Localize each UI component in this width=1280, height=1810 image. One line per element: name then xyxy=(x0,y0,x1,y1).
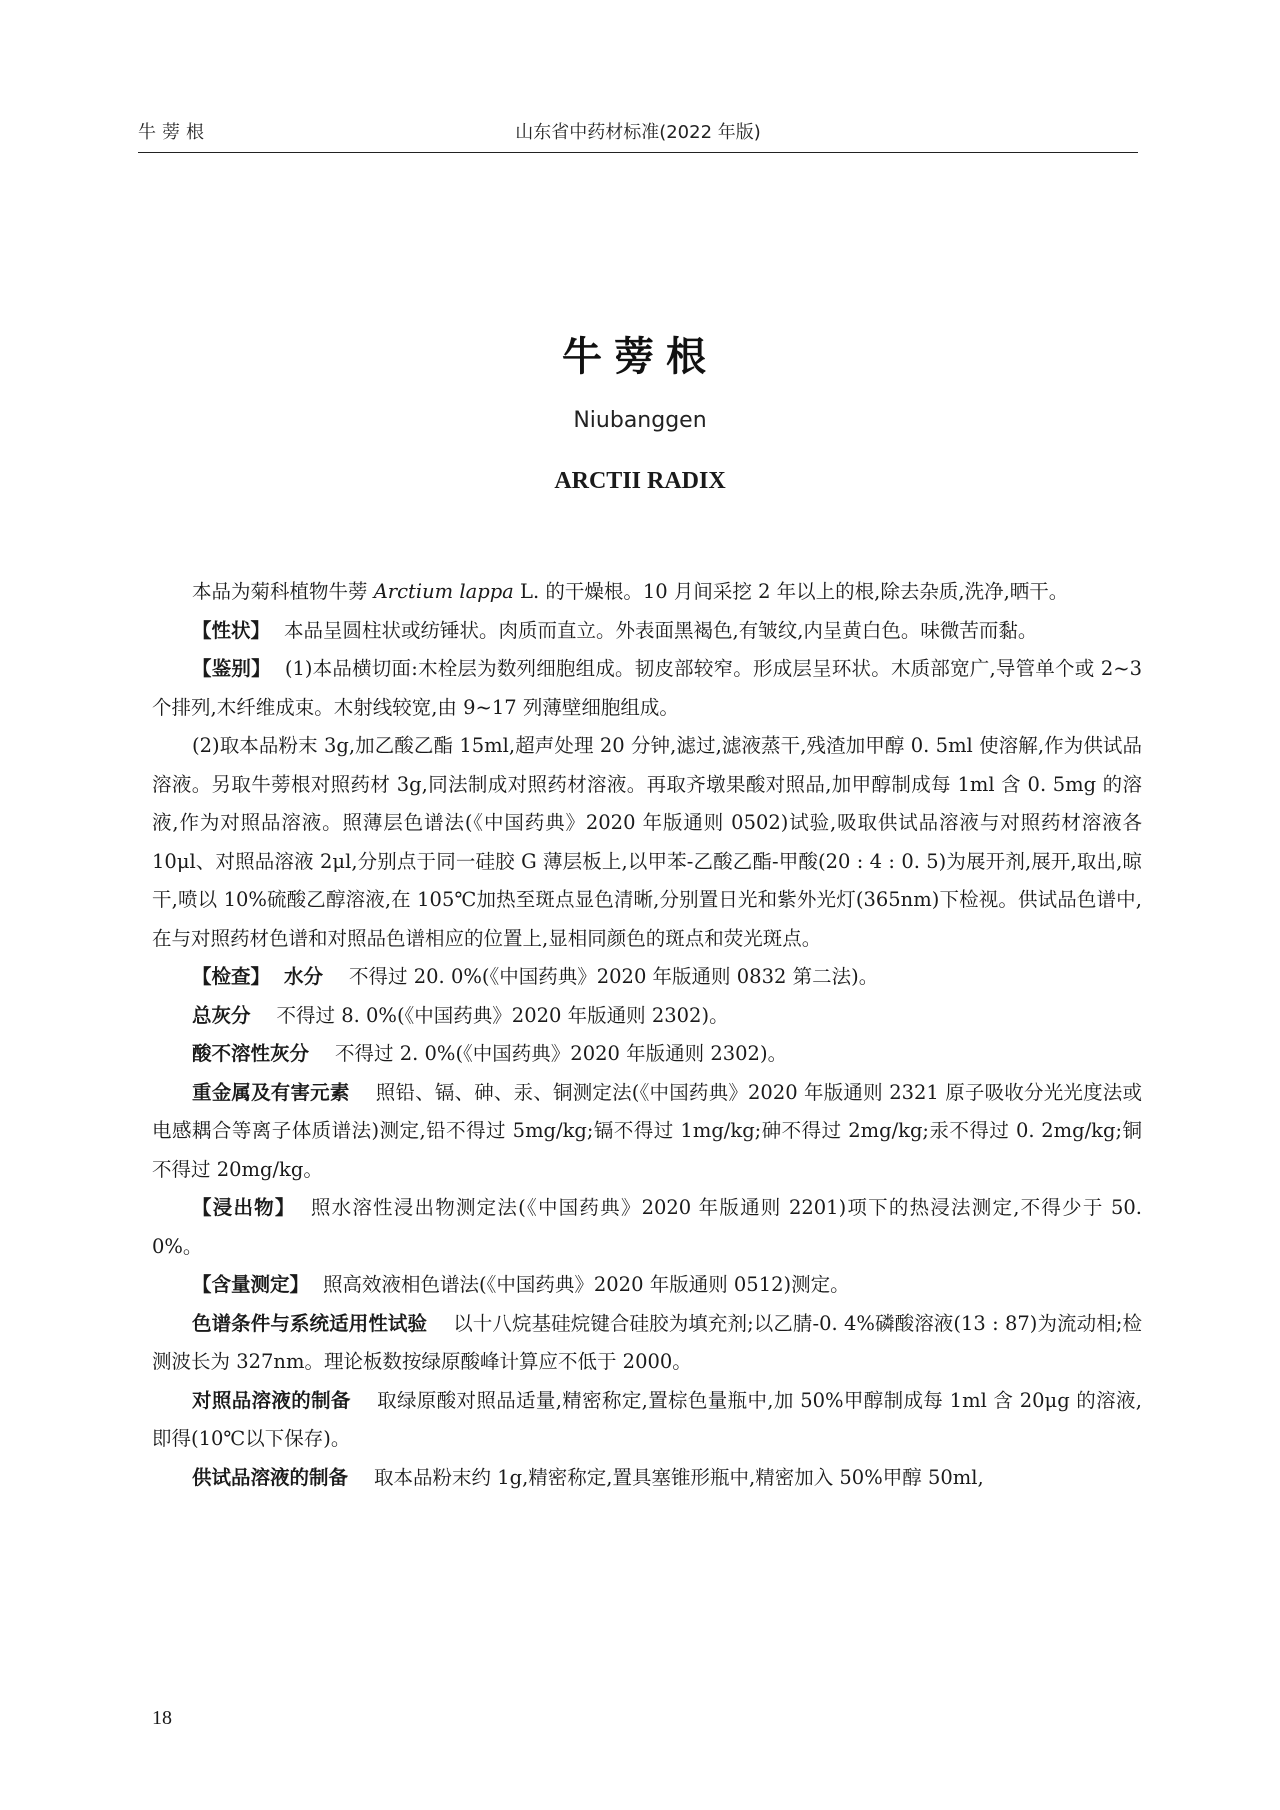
subheading: 对照品溶液的制备 xyxy=(192,1388,351,1412)
pinyin-name: Niubanggen xyxy=(573,408,707,433)
check-metal-paragraph: 重金属及有害元素 照铅、镉、砷、汞、铜测定法(《中国药典》2020 年版通则 2321 原子吸收分光光度法或电感耦合等离子体质谱法)测定,铅不得过 5mg/kg;镉不得过 1mg/kg;砷不得过 2mg/kg;汞不得过 0. 2mg/kg;铜不得过 20mg/kg。 xyxy=(152,1080,1142,1181)
check-water-paragraph: 【检查】 水分 不得过 20. 0%(《中国药典》2020 年版通则 0832 第二法)。 xyxy=(192,965,879,988)
chromatography-paragraph: 色谱条件与系统适用性试验 以十八烷基硅烷键合硅胶为填充剂;以乙腈-0. 4%磷酸溶液(13 : 87)为流动相;检测波长为 327nm。理论板数按绿原酸峰计算应不低于 2000。 xyxy=(152,1311,1142,1373)
assay-paragraph: 【含量测定】 照高效液相色谱法(《中国药典》2020 年版通则 0512)测定。 xyxy=(192,1273,850,1296)
section-heading: 【含量测定】 xyxy=(192,1273,310,1296)
extract-paragraph: 【浸出物】 照水溶性浸出物测定法(《中国药典》2020 年版通则 2201)项下的热浸法测定,不得少于 50. 0%。 xyxy=(152,1196,1142,1258)
species-name: Arctium lappa xyxy=(373,580,514,603)
intro-paragraph: 本品为菊科植物牛蒡 Arctium lappa L. 的干燥根。10 月间采挖 2 年以上的根,除去杂质,洗净,晒干。 xyxy=(192,580,1069,603)
section-heading: 【浸出物】 xyxy=(192,1196,296,1219)
subheading: 供试品溶液的制备 xyxy=(192,1465,349,1489)
header-center: 山东省中药材标准(2022 年版) xyxy=(515,122,761,143)
page-number: 18 xyxy=(152,1707,172,1729)
identification-paragraph-2: (2)取本品粉末 3g,加乙酸乙酯 15ml,超声处理 20 分钟,滤过,滤液蒸干,残渣加甲醇 0. 5ml 使溶解,作为供试品溶液。另取牛蒡根对照药材 3g,同法制成对照药材溶液。再取齐墩果酸对照品,加甲醇制成每 1ml 含 0. 5mg 的溶液,作为对照品溶液。照薄层色谱法(《中国药典》2020 年版通则 0502)试验,吸取供试品溶液与对照药材溶液各 10μl、对照品溶液 2μl,分别点于同一硅胶 G 薄层板上,以甲苯-乙酸乙酯-甲酸(20 : 4 : 0. 5)为展开剂,展开,取出,晾干,喷以 10%硫酸乙醇溶液,在 105℃加热至斑点显色清晰,分别置日光和紫外光灯(365nm)下检视。供试品色谱中,在与对照药材色谱和对照品色谱相应的位置上,显相同颜色的斑点和荧光斑点。 xyxy=(152,734,1142,950)
subheading: 总灰分 xyxy=(192,1003,251,1027)
latin-name: ARCTII RADIX xyxy=(554,468,726,494)
test-solution-paragraph: 供试品溶液的制备 取本品粉末约 1g,精密称定,置具塞锥形瓶中,精密加入 50%甲醇 50ml, xyxy=(192,1465,984,1489)
subheading: 水分 xyxy=(284,965,324,988)
section-heading: 【性状】 xyxy=(192,618,271,642)
page-title: 牛蒡根 xyxy=(562,334,718,380)
reference-solution-paragraph: 对照品溶液的制备 取绿原酸对照品适量,精密称定,置棕色量瓶中,加 50%甲醇制成每 1ml 含 20μg 的溶液,即得(10℃以下保存)。 xyxy=(152,1388,1142,1450)
section-heading: 【检查】 xyxy=(192,965,271,988)
subheading: 酸不溶性灰分 xyxy=(192,1042,310,1065)
header-left: 牛蒡根 xyxy=(138,122,210,143)
check-acid-ash-paragraph: 酸不溶性灰分 不得过 2. 0%(《中国药典》2020 年版通则 2302)。 xyxy=(192,1042,788,1065)
identification-paragraph-1: 【鉴别】 (1)本品横切面:木栓层为数列细胞组成。韧皮部较窄。形成层呈环状。木质部宽广,导管单个或 2~3 个排列,木纤维成束。木射线较宽,由 9~17 列薄壁细胞组成。 xyxy=(152,657,1142,719)
monograph-body xyxy=(152,573,1142,1497)
description-paragraph: 【性状】 本品呈圆柱状或纺锤状。肉质而直立。外表面黑褐色,有皱纹,内呈黄白色。味微苦而黏。 xyxy=(192,618,1038,642)
subheading: 色谱条件与系统适用性试验 xyxy=(192,1311,428,1335)
section-heading: 【鉴别】 xyxy=(192,657,271,680)
check-ash-paragraph: 总灰分 不得过 8. 0%(《中国药典》2020 年版通则 2302)。 xyxy=(192,1003,729,1027)
subheading: 重金属及有害元素 xyxy=(192,1080,350,1104)
running-header xyxy=(138,112,1138,153)
